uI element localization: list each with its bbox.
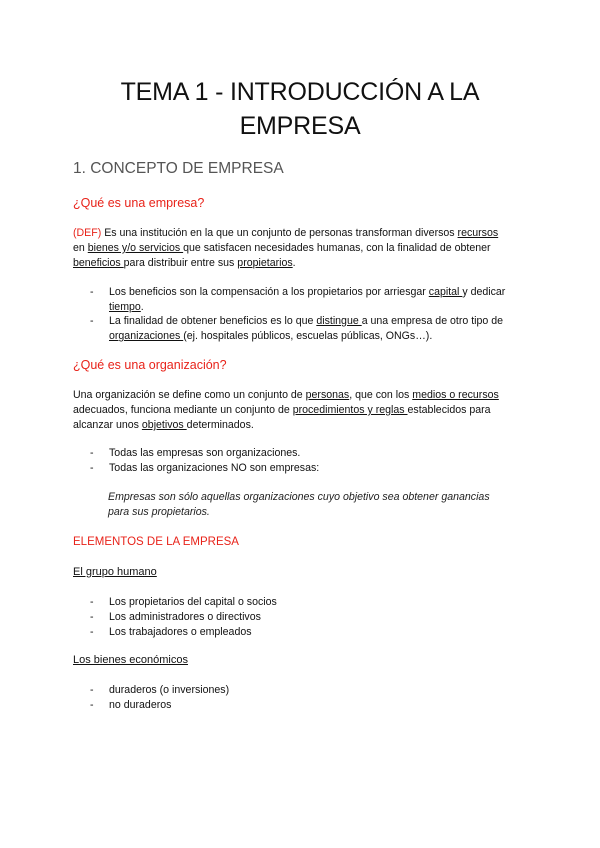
elements-heading: ELEMENTOS DE LA EMPRESA — [73, 536, 239, 548]
bullet-dash: - — [90, 611, 94, 623]
def-tag: (DEF) — [73, 227, 102, 239]
bullet-dash: - — [90, 626, 94, 638]
organization-paragraph: Una organización se define como un conjunto de personas, que con los medios o recursos adecuados, funciona mediante un conjunto de procedimientos y reglas establecidos para alcanzar unos objetivos determinados. — [73, 389, 499, 431]
bullet-dash: - — [90, 447, 94, 459]
bullet-dash: - — [90, 286, 94, 298]
definition-line-3: beneficios para distribuir entre sus propietarios. — [73, 257, 296, 269]
bullet-dash: - — [90, 596, 94, 608]
bullet-dash: - — [90, 462, 94, 474]
italic-note: Empresas son sólo aquellas organizaciones cuyo objetivo sea obtener ganancias para sus propietarios. — [108, 491, 490, 518]
question-empresa: ¿Qué es una empresa? — [73, 196, 205, 210]
subheading-bienes-economicos: Los bienes económicos — [73, 654, 188, 666]
page-title-line-2: EMPRESA — [239, 112, 361, 140]
bullet-dash: - — [90, 315, 94, 327]
document-page: TEMA 1 - INTRODUCCIÓN A LA EMPRESA 1. CONCEPTO DE EMPRESA ¿Qué es una empresa? (DEF) Es una institución en la que un conjunto de personas transforman diversos recursos en bienes y/o servicios que satisfacen necesidades humanas, con la finalidad de obtener beneficios para distribuir entre sus propietarios. - Los beneficios son la compensación a los propietarios por arriesgar capital y dedicar tiempo. - La finalidad de obtener beneficios es lo que distingue a una empresa de otro tipo de organizaciones (ej. hospitales públicos, escuelas públicas, ONGs…). ¿Qué es una organización? Una organización se define como un conjunto de personas, que con los medios o recursos adecuados, funciona mediante un conjunto de procedimientos y reglas establecidos para alcanzar unos objetivos determinados. - Todas las empresas son organizaciones. - Todas las organizaciones NO son empresas: Empresas son sólo aquellas organizaciones cuyo objetivo sea obtener ganancias para sus propietarios. ELEMENTOS DE LA EMPRESA El grupo humano - Los propietarios del capital o socios - Los administradores o directivos - Los trabajadores o empleados Los bienes económicos - duraderos (o inversiones) - no duraderos — [0, 0, 600, 848]
definition-line-2: en bienes y/o servicios que satisfacen necesidades humanas, con la finalidad de obtener — [73, 242, 491, 254]
definition-paragraph — [73, 226, 533, 271]
bullet-dash: - — [90, 684, 94, 696]
page-title-line-1: TEMA 1 - INTRODUCCIÓN A LA — [120, 78, 480, 106]
subheading-grupo-humano: El grupo humano — [73, 566, 157, 578]
bullet-dash: - — [90, 699, 94, 711]
section-heading: 1. CONCEPTO DE EMPRESA — [73, 160, 284, 177]
definition-line-1: (DEF) Es una institución en la que un conjunto de personas transforman diversos recursos — [73, 227, 499, 239]
question-organizacion: ¿Qué es una organización? — [73, 358, 227, 372]
